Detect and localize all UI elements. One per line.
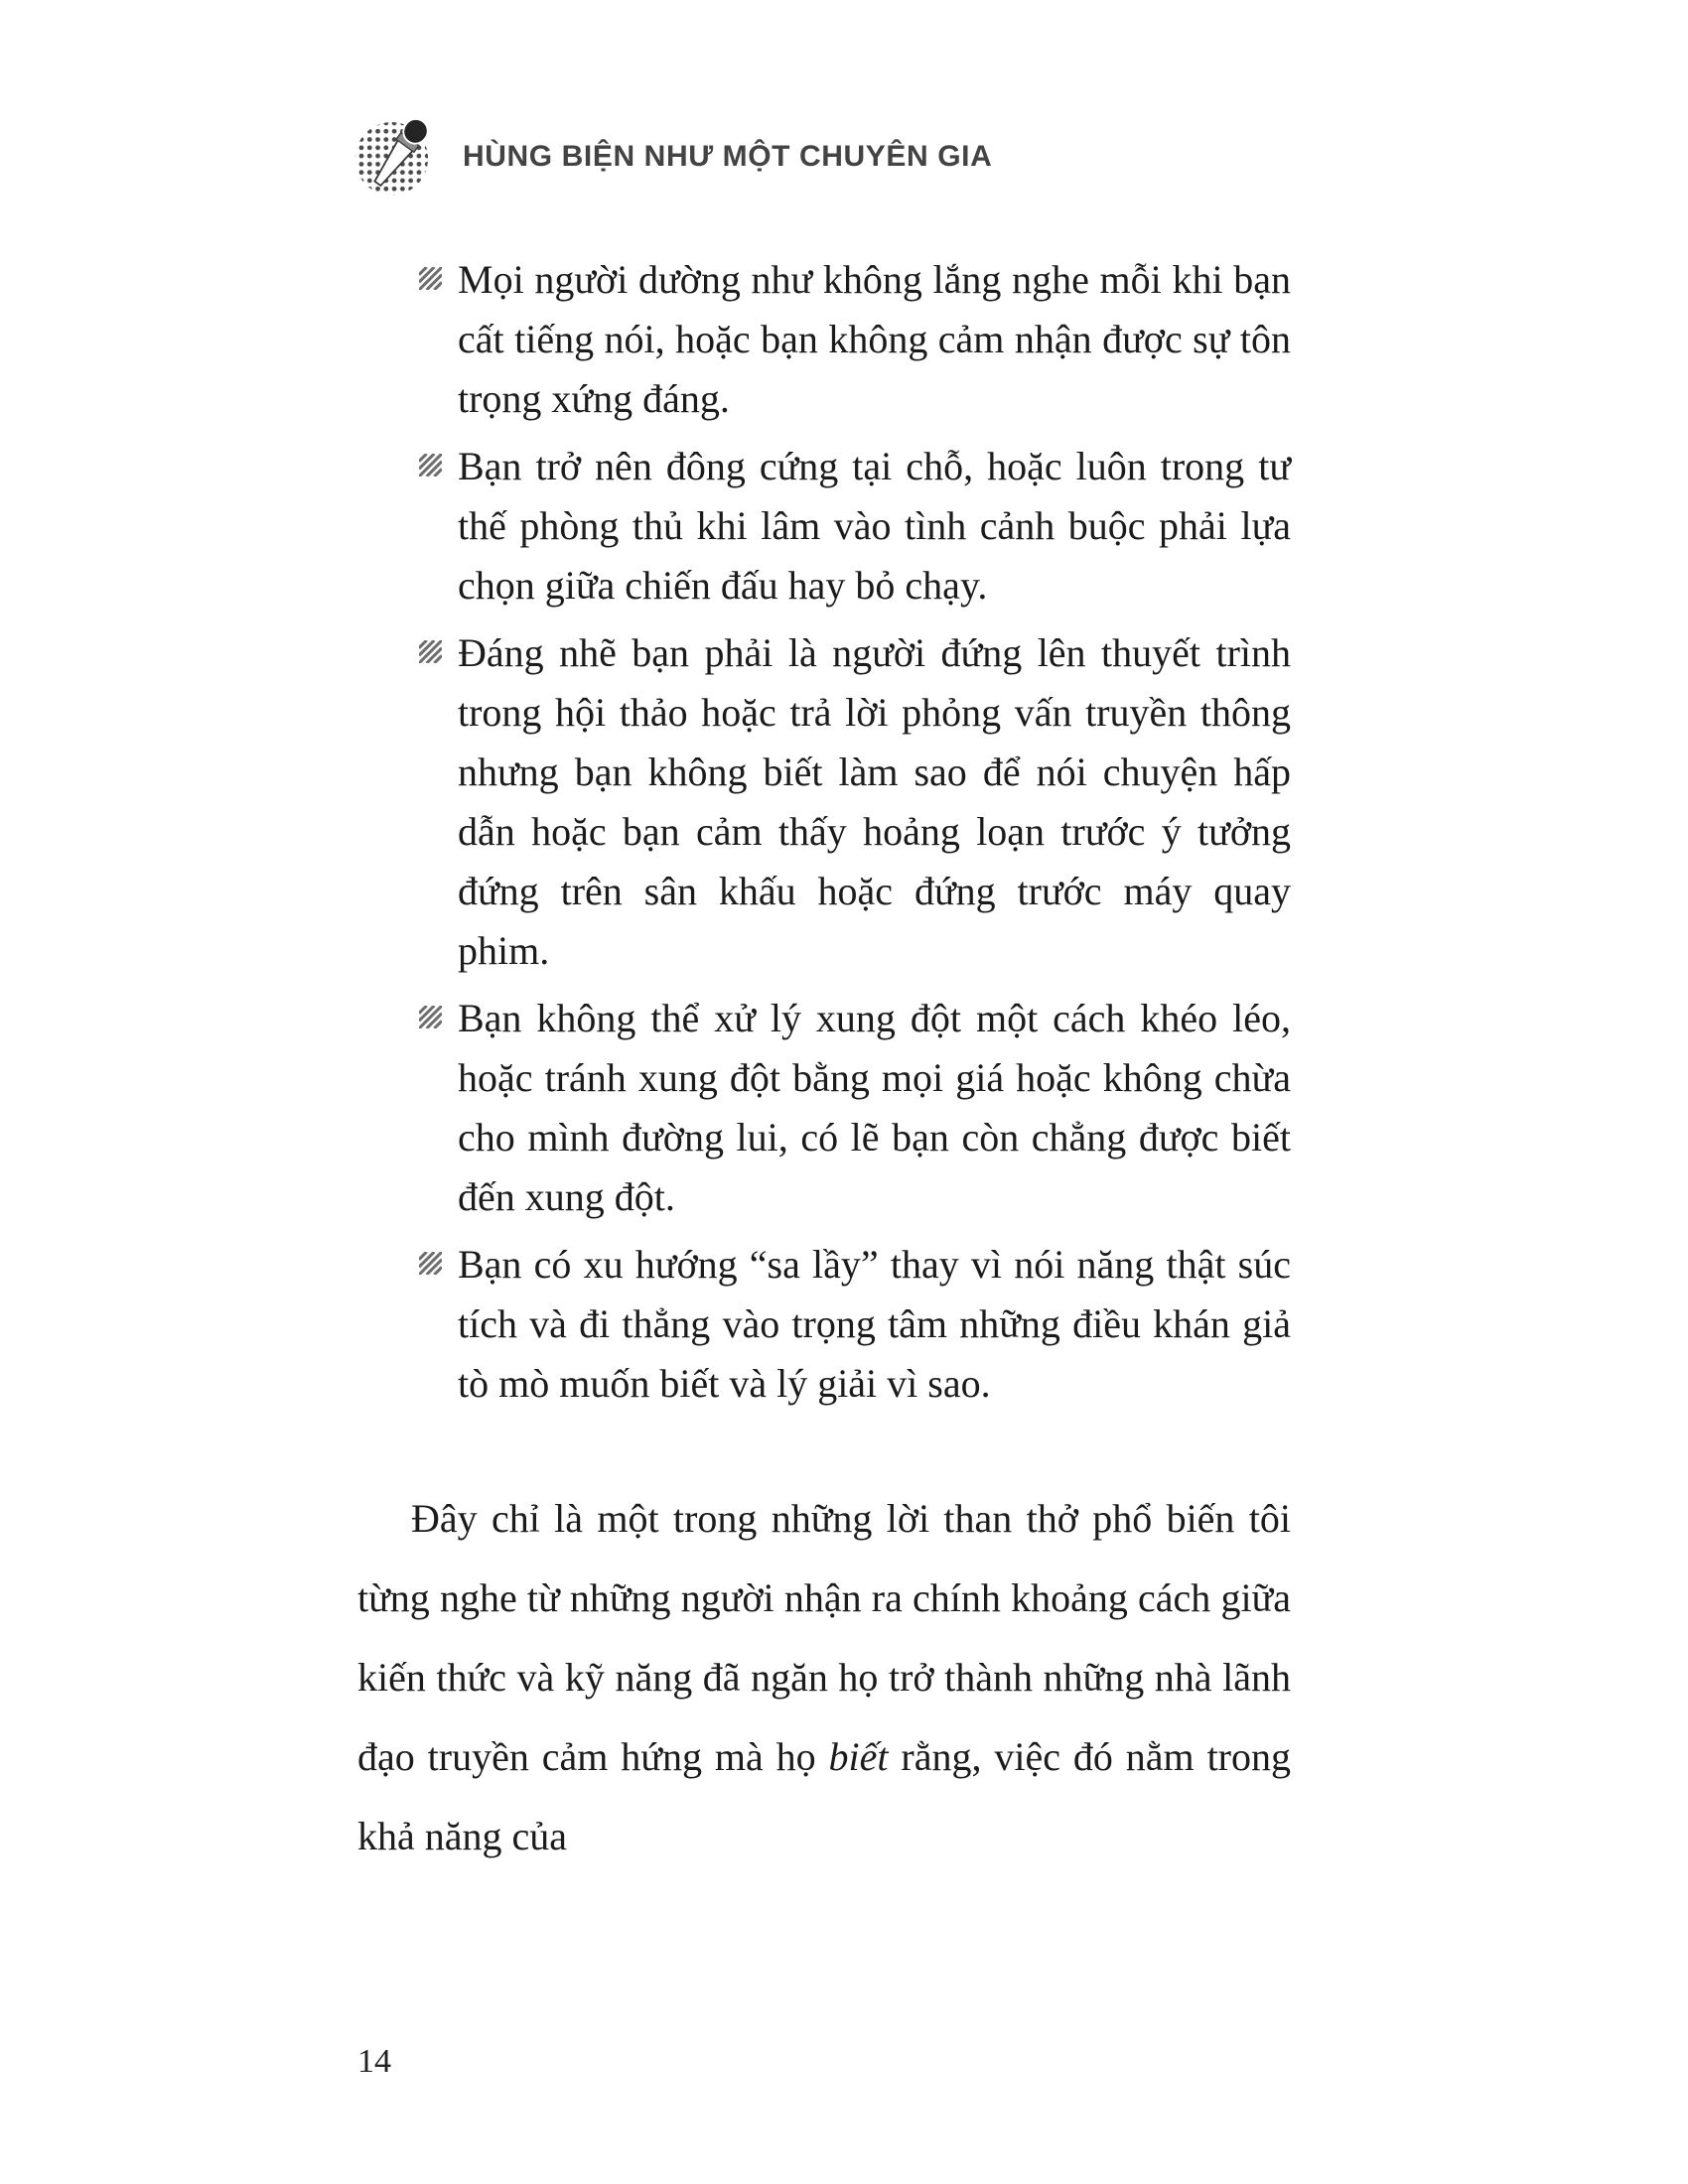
bullet-item bbox=[419, 1235, 1291, 1414]
bullet-text: Bạn trở nên đông cứng tại chỗ, hoặc luôn trong tư thế phòng thủ khi lâm vào tình cảnh buộc phải lựa chọn giữa chiến đấu hay bỏ chạy. bbox=[458, 444, 1291, 608]
paragraph-italic-word: biết bbox=[828, 1734, 889, 1779]
bullet-item bbox=[419, 623, 1291, 981]
bullet-text: Mọi người dường như không lắng nghe mỗi khi bạn cất tiếng nói, hoặc bạn không cảm nhận được sự tôn trọng xứng đáng. bbox=[458, 257, 1291, 421]
diagonal-hatch-bullet-icon bbox=[419, 454, 442, 477]
page-header bbox=[350, 111, 992, 203]
diagonal-hatch-bullet-icon bbox=[419, 1252, 442, 1275]
diagonal-hatch-bullet-icon bbox=[419, 267, 442, 290]
page-number: 14 bbox=[357, 2043, 391, 2080]
paragraph-segment-2: rằng, việc đó nằm trong khả năng của bbox=[357, 1734, 1291, 1858]
bullet-item bbox=[419, 250, 1291, 429]
body-paragraph bbox=[357, 1479, 1291, 1876]
bullet-list bbox=[419, 250, 1291, 1414]
diagonal-hatch-bullet-icon bbox=[419, 1006, 442, 1028]
bullet-text: Bạn không thể xử lý xung đột một cách khéo léo, hoặc tránh xung đột bằng mọi giá hoặc không chừa cho mình đường lui, có lẽ bạn còn chẳng được biết đến xung đột. bbox=[458, 996, 1291, 1219]
bullet-item bbox=[419, 989, 1291, 1227]
bullet-item bbox=[419, 437, 1291, 615]
page-content bbox=[357, 250, 1291, 1876]
page-title: HÙNG BIỆN NHƯ MỘT CHUYÊN GIA bbox=[463, 140, 993, 173]
bullet-text: Bạn có xu hướng “sa lầy” thay vì nói năng thật súc tích và đi thẳng vào trọng tâm những điều khán giả tò mò muốn biết và lý giải vì sao. bbox=[458, 1242, 1291, 1406]
bullet-text: Đáng nhẽ bạn phải là người đứng lên thuyết trình trong hội thảo hoặc trả lời phỏng vấn truyền thông nhưng bạn không biết làm sao để nói chuyện hấp dẫn hoặc bạn cảm thấy hoảng loạn trước ý tưởng đứng trên sân khấu hoặc đứng trước máy quay phim. bbox=[458, 630, 1291, 973]
paragraph-segment-1: Đây chỉ là một trong những lời than thở phổ biến tôi từng nghe từ những người nhận ra chính khoảng cách giữa kiến thức và kỹ năng đã ngăn họ trở thành những nhà lãnh đạo truyền cảm hứng mà họ bbox=[357, 1496, 1291, 1779]
microphone-icon bbox=[350, 111, 441, 203]
diagonal-hatch-bullet-icon bbox=[419, 640, 442, 663]
